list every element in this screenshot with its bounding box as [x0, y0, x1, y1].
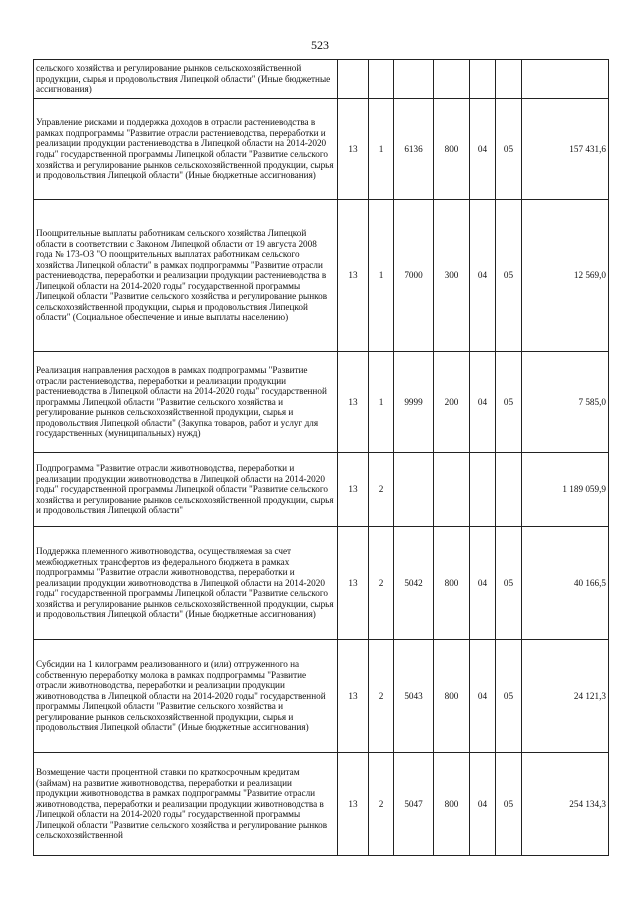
table-row	[34, 99, 609, 200]
cell-subsection: 05	[496, 352, 522, 453]
table-row	[34, 753, 609, 856]
row-description: Управление рисками и поддержка доходов в отрасли растениеводства в рамках подпрограммы "Развитие отрасли растениеводства, переработки и реализации продукции растениеводства в Липецкой области на 2014-2020 годы" государственной программы Липецкой области "Развитие сельского хозяйства и регулирование рынков сельскохозяйственной продукции, сырья и продовольствия Липецкой области" (Иные бюджетные ассигнования)	[34, 99, 338, 200]
table-row	[34, 352, 609, 453]
cell-amount: 1 189 059,9	[522, 453, 609, 527]
cell-program: 13	[338, 352, 369, 453]
cell-program: 13	[338, 99, 369, 200]
cell-amount: 157 431,6	[522, 99, 609, 200]
cell-amount: 24 121,3	[522, 640, 609, 753]
cell-subprogram: 2	[369, 527, 394, 640]
cell-direction: 9999	[394, 352, 434, 453]
cell-direction: 7000	[394, 200, 434, 352]
row-description: Субсидии на 1 килограмм реализованного и (или) отгруженного на собственную переработку молока в рамках подпрограммы "Развитие отрасли животноводства, переработки и реализации продукции животноводства в Липецкой области на 2014-2020 годы" государственной программы Липецкой области "Развитие сельского хозяйства и регулирование рынков сельскохозяйственной продукции, сырья и продовольствия Липецкой области" (Иные бюджетные ассигнования)	[34, 640, 338, 753]
cell-subsection: 05	[496, 99, 522, 200]
cell-direction: 5047	[394, 753, 434, 856]
cell-direction: 5042	[394, 527, 434, 640]
cell-direction	[394, 453, 434, 527]
cell-expense-type: 200	[434, 352, 470, 453]
cell-direction	[394, 60, 434, 99]
row-description: Возмещение части процентной ставки по краткосрочным кредитам (займам) на развитие животноводства, переработки и реализации продукции животноводства в рамках подпрограммы "Развитие отрасли животноводства, переработки и реализации продукции животноводства в Липецкой области на 2014-2020 годы" государственной программы Липецкой области "Развитие сельского хозяйства и регулирование рынков сельскохозяйственной	[34, 753, 338, 856]
cell-expense-type: 800	[434, 753, 470, 856]
table-row	[34, 60, 609, 99]
cell-subsection: 05	[496, 200, 522, 352]
cell-program: 13	[338, 640, 369, 753]
cell-subprogram: 2	[369, 753, 394, 856]
cell-expense-type: 300	[434, 200, 470, 352]
cell-subsection: 05	[496, 527, 522, 640]
cell-section: 04	[470, 753, 496, 856]
cell-program: 13	[338, 753, 369, 856]
page-number: 523	[311, 38, 329, 52]
table-row	[34, 453, 609, 527]
cell-program: 13	[338, 200, 369, 352]
cell-section: 04	[470, 527, 496, 640]
cell-program: 13	[338, 527, 369, 640]
cell-subsection: 05	[496, 753, 522, 856]
cell-amount: 7 585,0	[522, 352, 609, 453]
row-description: Реализация направления расходов в рамках подпрограммы "Развитие отрасли растениеводства, переработки и реализации продукции растениеводства в Липецкой области на 2014-2020 годы" государственной программы Липецкой области "Развитие сельского хозяйства и регулирование рынков сельскохозяйственной продукции, сырья и продовольствия Липецкой области" (Закупка товаров, работ и услуг для государственных (муниципальных) нужд)	[34, 352, 338, 453]
cell-expense-type	[434, 453, 470, 527]
cell-program	[338, 60, 369, 99]
table-row	[34, 200, 609, 352]
cell-expense-type	[434, 60, 470, 99]
row-description: Поощрительные выплаты работникам сельского хозяйства Липецкой области в соответствии с Законом Липецкой области от 19 августа 2008 года № 173-ОЗ "О поощрительных выплатах работникам сельского хозяйства Липецкой области" в рамках подпрограммы "Развитие отрасли растениеводства, переработки и реализации продукции растениеводства в Липецкой области на 2014-2020 годы" государственной программы Липецкой области "Развитие сельского хозяйства и регулирование рынков сельскохозяйственной продукции, сырья и продовольствия Липецкой области" (Социальное обеспечение и иные выплаты населению)	[34, 200, 338, 352]
cell-expense-type: 800	[434, 99, 470, 200]
cell-program: 13	[338, 453, 369, 527]
cell-expense-type: 800	[434, 527, 470, 640]
cell-subprogram: 1	[369, 99, 394, 200]
cell-subprogram: 2	[369, 453, 394, 527]
cell-section	[470, 60, 496, 99]
cell-section: 04	[470, 640, 496, 753]
cell-direction: 5043	[394, 640, 434, 753]
row-description: сельского хозяйства и регулирование рынков сельскохозяйственной продукции, сырья и продовольствия Липецкой области" (Иные бюджетные ассигнования)	[34, 60, 338, 99]
row-description: Поддержка племенного животноводства, осуществляемая за счет межбюджетных трансфертов из федерального бюджета в рамках подпрограммы "Развитие отрасли животноводства, переработки и реализации продукции животноводства в Липецкой области на 2014-2020 годы" государственной программы Липецкой области "Развитие сельского хозяйства и регулирование рынков сельскохозяйственной продукции, сырья и продовольствия Липецкой области" (Иные бюджетные ассигнования)	[34, 527, 338, 640]
cell-amount: 12 569,0	[522, 200, 609, 352]
cell-subprogram: 1	[369, 200, 394, 352]
cell-subsection	[496, 453, 522, 527]
cell-amount	[522, 60, 609, 99]
table-row	[34, 527, 609, 640]
cell-amount: 254 134,3	[522, 753, 609, 856]
row-description: Подпрограмма "Развитие отрасли животноводства, переработки и реализации продукции животноводства в Липецкой области на 2014-2020 годы" государственной программы Липецкой области "Развитие сельского хозяйства и регулирование рынков сельскохозяйственной продукции, сырья и продовольствия Липецкой области"	[34, 453, 338, 527]
cell-subsection: 05	[496, 640, 522, 753]
cell-subprogram: 2	[369, 640, 394, 753]
cell-section: 04	[470, 352, 496, 453]
budget-table	[33, 59, 609, 856]
cell-amount: 40 166,5	[522, 527, 609, 640]
cell-subprogram: 1	[369, 352, 394, 453]
cell-section: 04	[470, 99, 496, 200]
cell-direction: 6136	[394, 99, 434, 200]
cell-subprogram	[369, 60, 394, 99]
cell-section: 04	[470, 200, 496, 352]
table-row	[34, 640, 609, 753]
cell-section	[470, 453, 496, 527]
cell-expense-type: 800	[434, 640, 470, 753]
cell-subsection	[496, 60, 522, 99]
